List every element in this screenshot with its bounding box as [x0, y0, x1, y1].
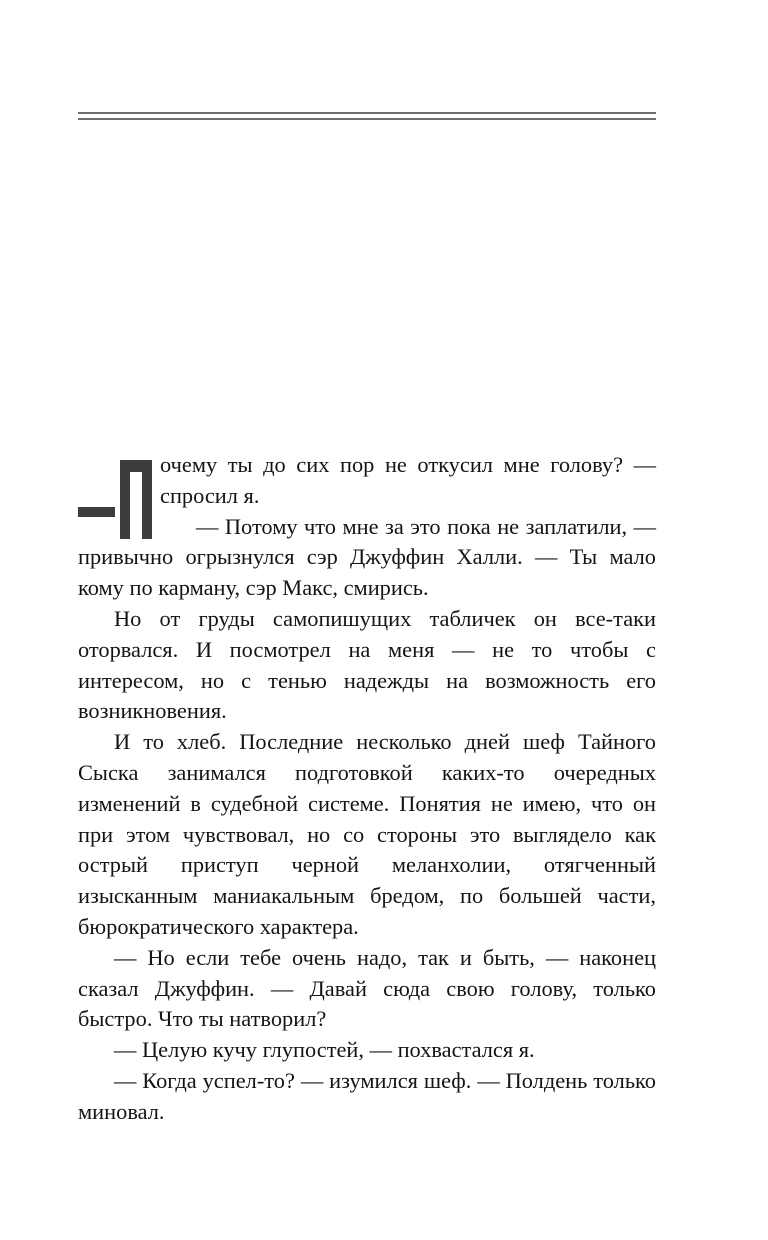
header-rule-bottom: [78, 118, 656, 120]
drop-cap-letter-text: [120, 539, 121, 540]
paragraph-7: — Когда успел-то? — изумился шеф. — Полдень только миновал.: [78, 1067, 656, 1124]
drop-cap: [78, 460, 158, 540]
paragraph-1: [78, 450, 656, 512]
paragraph-5: — Но если тебе очень надо, так и быть, — наконец сказал Джуффин. — Давай сюда свою голову, только быстро. Что ты натворил?: [78, 944, 656, 1032]
drop-cap-letter: [120, 460, 152, 539]
paragraph-6: — Целую кучу глупостей, — похвастался я.: [114, 1037, 535, 1063]
paragraph-1-text: очему ты до сих пор не откусил мне голову? — спросил я.: [160, 452, 656, 508]
paragraph-2: — Потому что мне за это пока не заплатили, — привычно огрызнулся сэр Джуффин Халли. — Ты мало кому по карману, сэр Макс, смирись.: [78, 513, 656, 601]
drop-cap-dash: [78, 507, 115, 517]
body-text: [78, 450, 656, 1128]
drop-cap-letter-glyph: [120, 460, 152, 539]
paragraph-3: Но от груды самопишущих табличек он все-таки оторвался. И посмотрел на меня — не то чтобы с интересом, но с тенью надежды на возможность его возникновения.: [78, 605, 656, 724]
header-rule-top: [78, 112, 656, 114]
paragraph-4: И то хлеб. Последние несколько дней шеф Тайного Сыска занимался подготовкой каких-то очередных изменений в судебной системе. Понятия не имею, что он при этом чувствовал, но со стороны это выглядело как острый приступ черной меланхолии, отягченный изысканным маниакальным бредом, по большей части, бюрократического характера.: [78, 729, 656, 939]
